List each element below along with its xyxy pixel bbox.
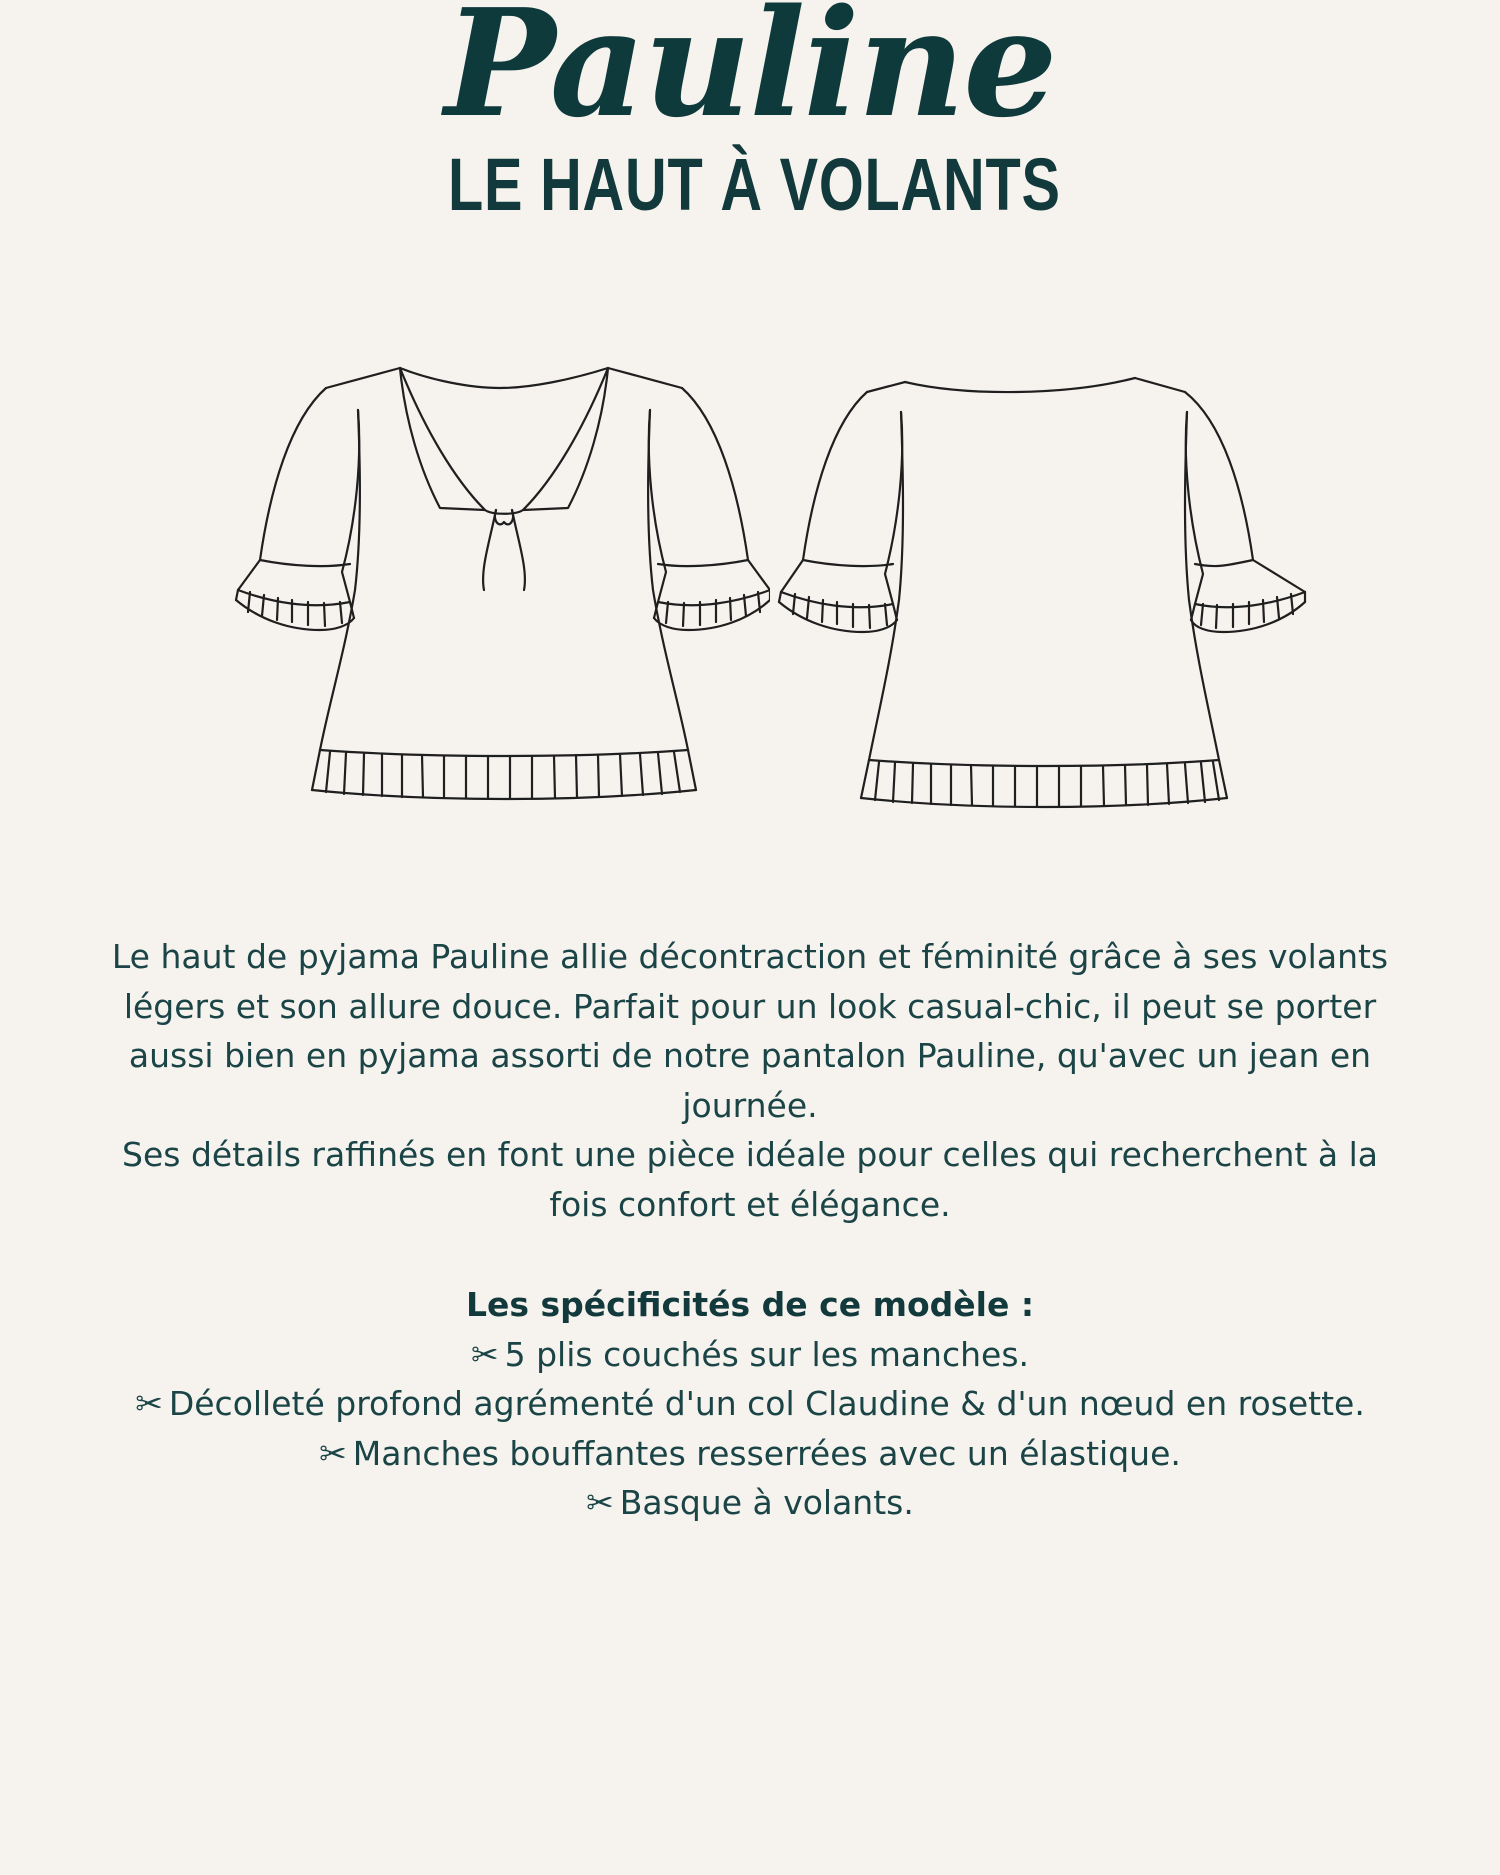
feature-item [60,1330,1440,1380]
feature-text: Décolleté profond agrémenté d'un col Claudine & d'un nœud en rosette. [168,1384,1365,1423]
feature-text: Manches bouffantes resserrées avec un élastique. [352,1433,1181,1473]
feature-item [60,1478,1440,1528]
description-paragraph: Le haut de pyjama Pauline allie décontraction et féminité grâce à ses volants légers et son allure douce. Parfait pour un look casual-chic, il peut se porter aussi bien en pyjama assorti de notre pantalon Pauline, qu'avec un jean en journée. [111,937,1389,1125]
front-view-drawing [230,340,770,820]
scissors-icon: ✂ [470,1334,499,1374]
features-section [60,1280,1440,1528]
feature-item [60,1379,1440,1429]
scissors-icon: ✂ [135,1384,163,1423]
feature-item [60,1429,1440,1479]
back-view-drawing [775,340,1315,820]
scissors-icon: ✂ [586,1483,614,1522]
feature-text: Basque à volants. [619,1483,914,1522]
scissors-icon: ✂ [319,1433,347,1473]
technical-drawings [0,340,1500,840]
page-subtitle: LE HAUT À VOLANTS [447,143,1061,226]
product-description [90,932,1410,1229]
description-paragraph: Ses détails raffinés en font une pièce idéale pour celles qui recherchent à la fois confort et élégance. [122,1135,1378,1224]
brand-title: Pauline [444,0,1056,150]
features-heading: Les spécificités de ce modèle : [465,1285,1035,1324]
feature-text: 5 plis couchés sur les manches. [504,1334,1030,1374]
